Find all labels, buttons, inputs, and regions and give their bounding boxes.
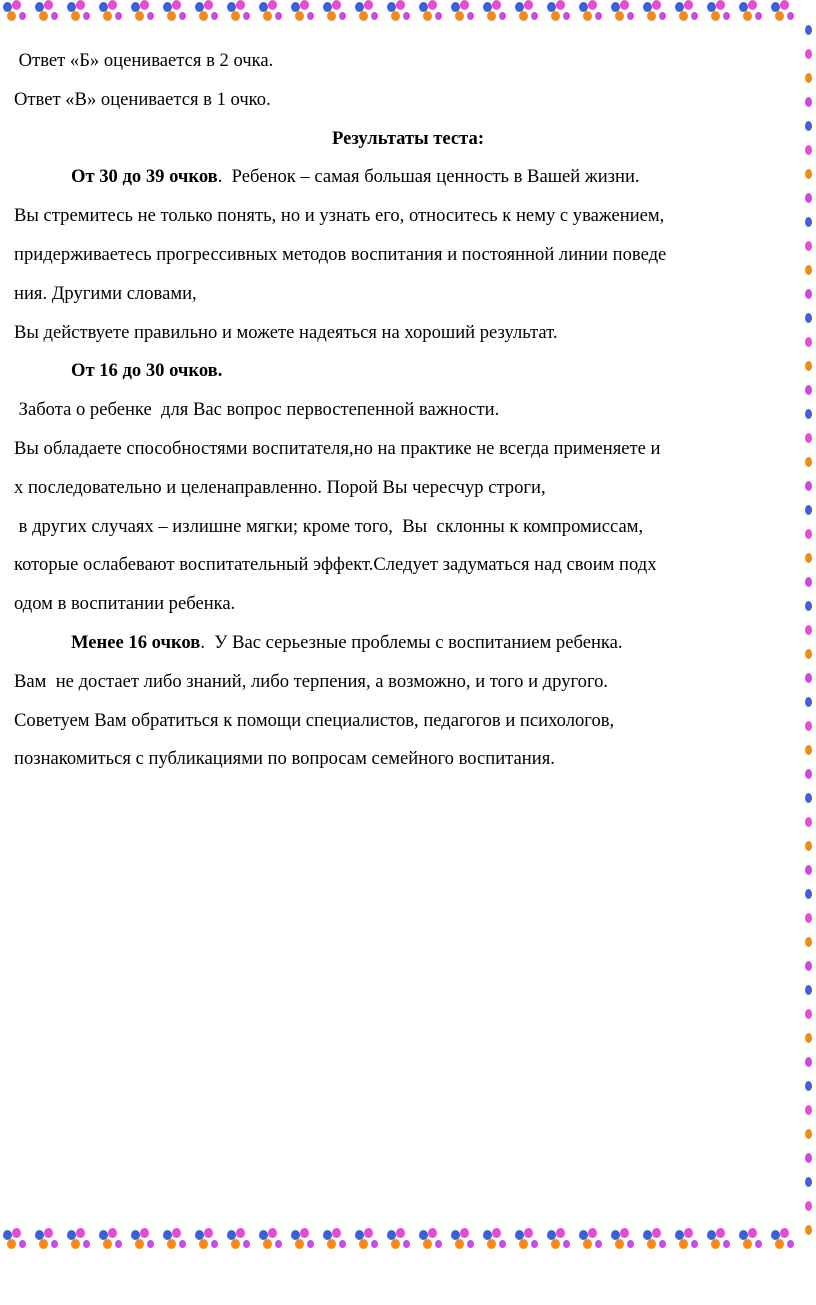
balloon-dot-icon	[805, 913, 812, 923]
balloons-icon	[2, 0, 28, 26]
balloons-icon	[98, 1228, 124, 1254]
balloon-dot-icon	[805, 361, 812, 371]
balloon-dot-icon	[805, 481, 812, 491]
balloons-icon	[514, 0, 540, 26]
balloons-icon	[66, 1228, 92, 1254]
range-text: . Ребенок – самая большая ценность в Вашей жизни.	[217, 166, 640, 188]
balloon-dot-icon	[805, 1033, 812, 1043]
balloons-icon	[674, 1228, 700, 1254]
balloon-dot-icon	[805, 577, 812, 587]
text-line: придерживаетесь прогрессивных методов воспитания и постоянной линии поведе	[14, 243, 667, 265]
balloon-dot-icon	[805, 745, 812, 755]
balloons-icon	[194, 1228, 220, 1254]
text-line: ния. Другими словами,	[14, 282, 197, 304]
balloons-icon	[546, 0, 572, 26]
balloon-dot-icon	[805, 721, 812, 731]
balloon-dot-icon	[805, 1177, 812, 1187]
balloons-icon	[770, 0, 796, 26]
balloons-icon	[354, 1228, 380, 1254]
balloon-dot-icon	[805, 673, 812, 683]
balloon-dot-icon	[805, 529, 812, 539]
balloon-dot-icon	[805, 1105, 812, 1115]
balloon-dot-icon	[805, 649, 812, 659]
balloon-dot-icon	[805, 553, 812, 563]
range-label: Менее 16 очков	[71, 631, 201, 653]
result-range-low	[14, 624, 802, 663]
balloons-icon	[386, 0, 412, 26]
balloons-icon	[706, 0, 732, 26]
balloons-icon	[450, 0, 476, 26]
balloon-dot-icon	[805, 265, 812, 275]
text-line: в других случаях – излишне мягки; кроме того, Вы склонны к компромиссам,	[14, 515, 644, 537]
balloons-icon	[674, 0, 700, 26]
text-line: одом в воспитании ребенка.	[14, 593, 236, 615]
balloon-border-right	[800, 0, 816, 1260]
balloons-icon	[386, 1228, 412, 1254]
balloon-dot-icon	[805, 1057, 812, 1067]
balloons-icon	[258, 0, 284, 26]
text-line: Ответ «Б» оценивается в 2 очка.	[14, 50, 274, 71]
balloons-icon	[2, 1228, 28, 1254]
balloons-icon	[162, 0, 188, 26]
result-range-mid	[14, 352, 802, 391]
balloon-dot-icon	[805, 601, 812, 611]
balloons-icon	[610, 0, 636, 26]
balloon-dot-icon	[805, 505, 812, 515]
balloon-dot-icon	[805, 385, 812, 395]
balloons-icon	[482, 1228, 508, 1254]
balloon-dot-icon	[805, 1153, 812, 1163]
balloons-icon	[418, 0, 444, 26]
balloons-icon	[322, 1228, 348, 1254]
balloons-icon	[578, 1228, 604, 1254]
balloon-border-top	[0, 0, 816, 30]
balloons-icon	[194, 0, 220, 26]
balloons-icon	[226, 0, 252, 26]
balloons-icon	[642, 0, 668, 26]
balloons-icon	[706, 1228, 732, 1254]
balloon-dot-icon	[805, 889, 812, 899]
balloons-icon	[226, 1228, 252, 1254]
balloon-dot-icon	[805, 697, 812, 707]
balloons-icon	[578, 0, 604, 26]
range-label: От 16 до 30 очков.	[71, 360, 223, 382]
balloon-dot-icon	[805, 49, 812, 59]
text-line: познакомиться с публикациями по вопросам семейного воспитания.	[14, 748, 555, 770]
balloon-dot-icon	[805, 145, 812, 155]
balloon-dot-icon	[805, 961, 812, 971]
balloons-icon	[354, 0, 380, 26]
balloons-icon	[130, 0, 156, 26]
balloon-dot-icon	[805, 841, 812, 851]
balloon-dot-icon	[805, 217, 812, 227]
text-line: х последовательно и целенаправленно. Порой Вы чересчур строги,	[14, 476, 546, 498]
balloons-icon	[738, 0, 764, 26]
text-line: Вам не достает либо знаний, либо терпения, а возможно, и того и другого.	[14, 670, 609, 692]
balloon-dot-icon	[805, 1201, 812, 1211]
text-line: Вы обладаете способностями воспитателя,но на практике не всегда применяете и	[14, 437, 661, 459]
balloon-dot-icon	[805, 193, 812, 203]
balloon-dot-icon	[805, 433, 812, 443]
balloon-dot-icon	[805, 865, 812, 875]
balloons-icon	[290, 0, 316, 26]
balloons-icon	[482, 0, 508, 26]
balloons-icon	[34, 0, 60, 26]
range-text: . У Вас серьезные проблемы с воспитанием ребенка.	[200, 631, 623, 653]
range-label: От 30 до 39 очков	[71, 166, 218, 188]
balloons-icon	[418, 1228, 444, 1254]
section-heading: Результаты теста:	[331, 127, 485, 149]
text-line: Забота о ребенке для Вас вопрос первостепенной важности.	[14, 399, 500, 421]
text-line: Вы стремитесь не только понять, но и узнать его, относитесь к нему с уважением,	[14, 205, 665, 227]
balloons-icon	[290, 1228, 316, 1254]
balloons-icon	[546, 1228, 572, 1254]
balloon-dot-icon	[805, 793, 812, 803]
balloon-dot-icon	[805, 1009, 812, 1019]
balloon-dot-icon	[805, 985, 812, 995]
text-line: Вы действуете правильно и можете надеяться на хороший результат.	[14, 321, 558, 343]
balloons-icon	[98, 0, 124, 26]
balloon-dot-icon	[805, 1081, 812, 1091]
balloons-icon	[738, 1228, 764, 1254]
balloons-icon	[770, 1228, 796, 1254]
balloons-icon	[610, 1228, 636, 1254]
balloons-icon	[34, 1228, 60, 1254]
balloons-icon	[258, 1228, 284, 1254]
balloons-icon	[66, 0, 92, 26]
balloon-dot-icon	[805, 1129, 812, 1139]
balloon-dot-icon	[805, 337, 812, 347]
balloons-icon	[642, 1228, 668, 1254]
balloons-icon	[130, 1228, 156, 1254]
balloon-dot-icon	[805, 241, 812, 251]
balloons-icon	[450, 1228, 476, 1254]
balloon-dot-icon	[805, 121, 812, 131]
balloons-icon	[322, 0, 348, 26]
result-range-high	[14, 158, 802, 197]
balloon-dot-icon	[805, 169, 812, 179]
balloon-dot-icon	[805, 937, 812, 947]
text-line: которые ослабевают воспитательный эффект.Следует задуматься над своим подх	[14, 554, 657, 576]
balloon-dot-icon	[805, 769, 812, 779]
balloon-dot-icon	[805, 313, 812, 323]
balloon-dot-icon	[805, 97, 812, 107]
text-line: Советуем Вам обратиться к помощи специалистов, педагогов и психологов,	[14, 709, 615, 731]
balloon-border-bottom	[0, 1228, 816, 1258]
balloon-dot-icon	[805, 25, 812, 35]
balloon-dot-icon	[805, 817, 812, 827]
balloon-dot-icon	[805, 457, 812, 467]
document-body	[14, 42, 802, 779]
balloon-dot-icon	[805, 73, 812, 83]
balloons-icon	[162, 1228, 188, 1254]
balloon-dot-icon	[805, 409, 812, 419]
balloons-icon	[514, 1228, 540, 1254]
balloon-dot-icon	[805, 289, 812, 299]
balloon-dot-icon	[805, 625, 812, 635]
text-line: Ответ «В» оценивается в 1 очко.	[14, 88, 271, 110]
